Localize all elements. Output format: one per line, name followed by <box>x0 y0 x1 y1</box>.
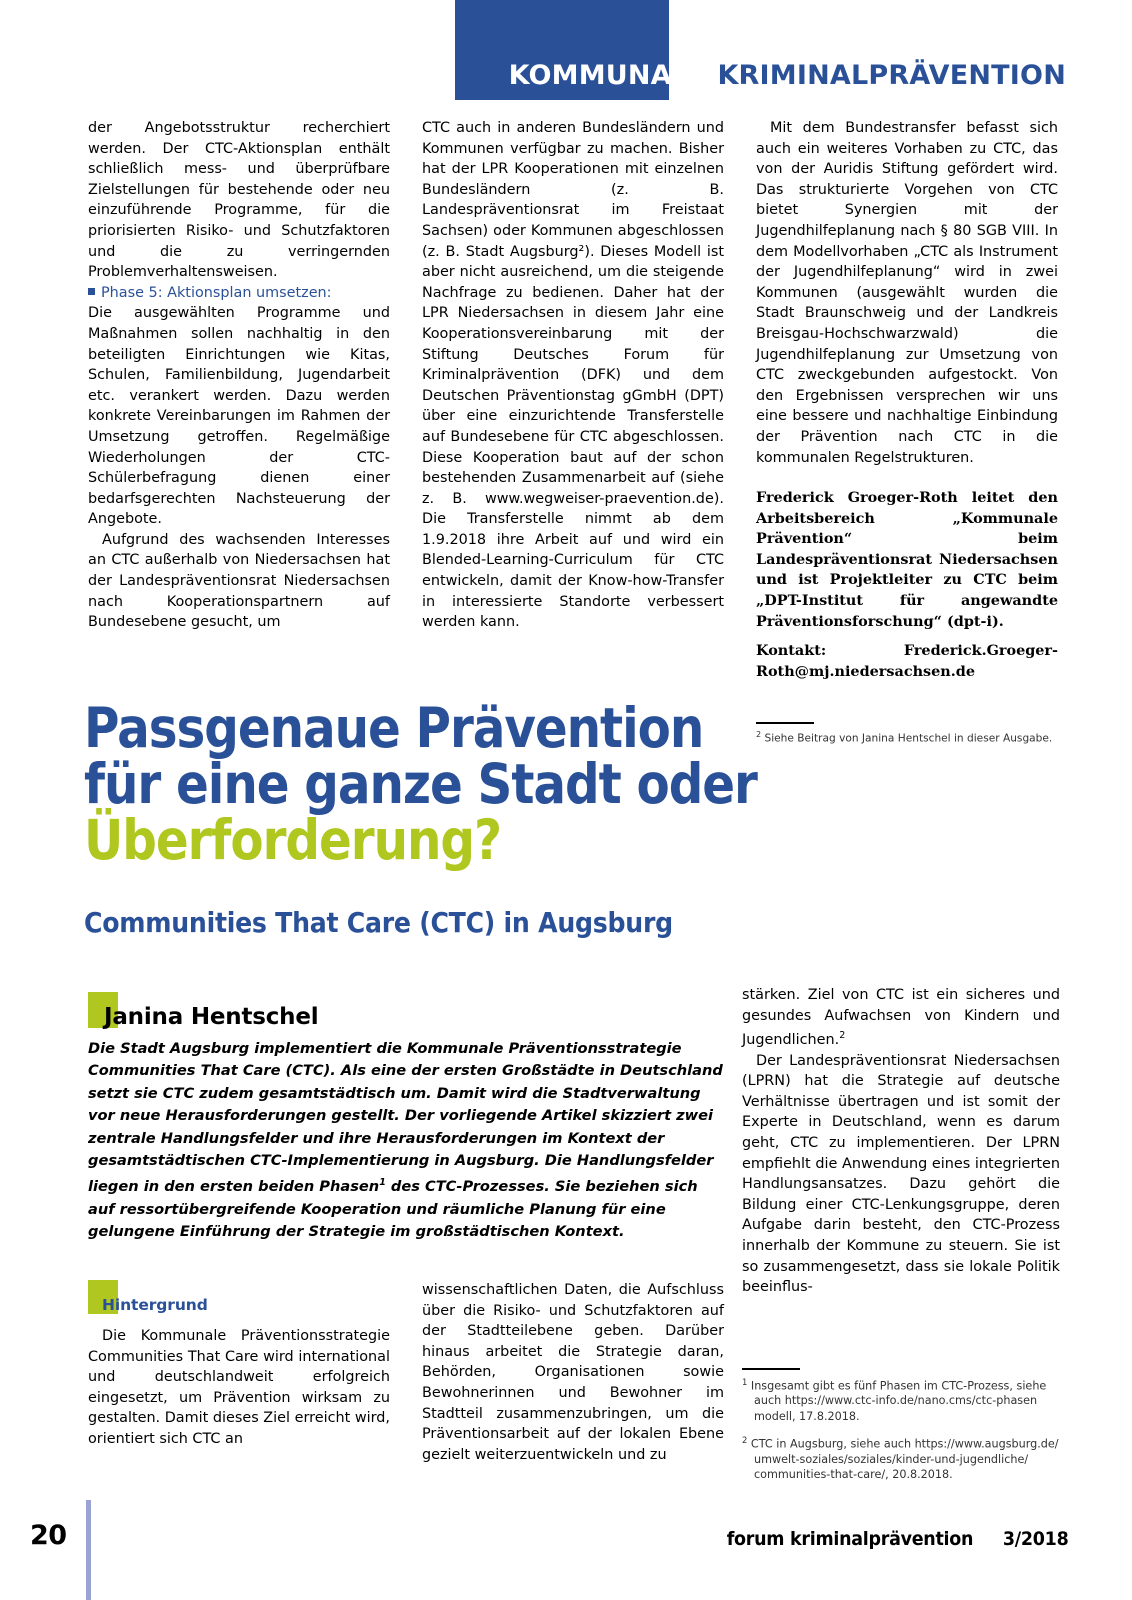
footnote-separator-rule <box>742 1368 800 1370</box>
feature-intro-block <box>88 992 728 1244</box>
top-col1-paragraph-1: der Angebotsstruktur recherchiert werden. Der CTC-Aktionsplan enthält schließlich mess- und überprüfbare Zielstellungen für bestehende oder neu einzuführende Programme, für die priorisierten Risiko- und Schutzfaktoren und die zu verringernden Problemverhaltensweisen. <box>88 120 390 281</box>
feature-title-line-1: Passgenaue Prävention <box>84 696 704 760</box>
feature-body-col1-paragraph: Die Kommunale Präventionsstrategie Communities That Care wird international und deutschlandweit erfolgreich eingesetzt, um Prävention wirksam zu gestalten. Damit dieses Ziel erreicht wird, orientiert sich CTC an <box>88 1328 390 1447</box>
top-article-column-2 <box>422 118 724 745</box>
feature-title-line-3: Überforderung? <box>84 808 502 872</box>
footnote-item <box>742 1375 1062 1424</box>
header-title <box>455 0 1066 100</box>
author-row <box>88 992 728 1036</box>
top-col3-footnote-marker: 2 <box>756 729 762 739</box>
feature-body-col3-footnote-marker: 2 <box>839 1030 846 1042</box>
top-col2-paragraph-1: CTC auch in anderen Bundesländern und Kommunen verfügbar zu machen. Bisher hat der LPR Kooperationen mit einzelnen Bundesländern (z. B. Landespräventionsrat im Freistaat Sachsen) oder Kommunen abgeschlossen (z. B. Stadt Augsburg²). Dieses Modell ist aber nicht ausreichend, um die steigende Nachfrage zu bedienen. Daher hat der LPR Niedersachsen in diesem Jahr eine Kooperationsvereinbarung mit der Stiftung Deutsches Forum für Kriminalprävention (DFK) und dem Deutschen Präventionstag gGmbH (DPT) über eine einzurichtende Transferstelle auf Bundesebene für CTC abgeschlossen. Diese Kooperation baut auf der schon bestehenden Zusammenarbeit auf (siehe z. B. www.wegweiser-praevention.de). Die Transferstelle nimmt ab dem 1.9.2018 ihre Arbeit auf und wird ein Blended-Learning-Curriculum für CTC entwickeln, damit der Know-how-Transfer in interessierte Standorte verbessert werden kann. <box>422 120 724 631</box>
feature-footnotes <box>742 1368 1062 1491</box>
feature-subtitle: Communities That Care (CTC) in Augsburg <box>84 906 673 939</box>
feature-body-column-3 <box>742 985 1060 1298</box>
section-heading-hintergrund <box>88 1280 390 1324</box>
feature-abstract-part-1: Die Stadt Augsburg implementiert die Kommunale Präventionsstrategie Communities That Care (CTC). Als eine der ersten Großstädte in Deutschland setzt sie CTC zudem gesamtstädtisch um. Damit wird die Stadtverwaltung vor neue Herausforderungen gestellt. Der vorliegende Artikel skizziert zwei zentrale Handlungsfelder und ihre Herausforderungen im Kontext der gesamtstädtischen CTC-Implementierung in Augsburg. Die Handlungsfelder liegen in den ersten beiden Phasen <box>88 1040 723 1196</box>
feature-title <box>84 696 1044 872</box>
feature-title-line-2: für eine ganze Stadt oder <box>84 752 757 816</box>
feature-abstract <box>88 1038 728 1244</box>
header-word-kriminalpraevention: KRIMINALPRÄVENTION <box>717 60 1066 91</box>
footnote-item <box>742 1433 1062 1482</box>
footnote-marker: 1 <box>742 1376 748 1387</box>
feature-body-col3-paragraph-2: Der Landespräventionsrat Niedersachsen (LPRN) hat die Strategie auf deutsche Verhältnisse übertragen und ist somit der Experte in Deutschland, wenn es darum geht, CTC zu implementieren. Der LPRN empfiehlt die Anwendung eines integrierten Handlungsansatzes. Dazu gehört die Bildung einer CTC-Lenkungsgruppe, deren Aufgabe darin besteht, den CTC-Prozess innerhalb der Kommune zu steuern. Sie ist so zusammengesetzt, dass sie lokale Politik beeinflus- <box>742 1052 1060 1296</box>
feature-body-col2-paragraph: wissenschaftlichen Daten, die Aufschluss über die Risiko- und Schutzfaktoren auf der Stadtteilebene geben. Darüber hinaus arbeitet die Strategie daran, Behörden, Organisationen sowie Bewohnerinnen und Bewohner im Stadtteil zusammenzubringen, um die Präventionsarbeit auf der lokalen Ebene gezielt weiterzuentwickeln und zu <box>422 1282 724 1463</box>
author-credit-contact: Kontakt: Frederick.Groeger-Roth@mj.niedersachsen.de <box>756 642 1058 680</box>
page-footer <box>0 1492 1132 1600</box>
footnote-text: Insgesamt gibt es fünf Phasen im CTC-Prozess, siehe auch https://www.ctc-info.de/nano.cms/ctc-phasen modell, 17.8.2018. <box>750 1379 1047 1423</box>
top-col1-paragraph-3: Aufgrund des wachsenden Interesses an CTC außerhalb von Niedersachsen hat der Landespräventionsrat Niedersachsen nach Kooperationspartnern auf Bundesebene gesucht, um <box>88 531 390 631</box>
feature-body-columns <box>88 1280 728 1465</box>
feature-body-column-2 <box>422 1280 724 1465</box>
footer-vertical-bar <box>86 1500 91 1600</box>
footnote-text: CTC in Augsburg, siehe auch https://www.augsburg.de/ umwelt-soziales/soziales/kinder-und-jugendliche/ communities-that-care/, 20.8.2018. <box>750 1437 1059 1481</box>
square-bullet-icon <box>88 288 95 295</box>
top-col3-footnote-text: Siehe Beitrag von Janina Hentschel in dieser Ausgabe. <box>764 732 1053 745</box>
feature-author-name: Janina Hentschel <box>104 1004 319 1030</box>
section-heading-label: Hintergrund <box>102 1296 208 1314</box>
feature-body-column-1 <box>88 1280 390 1465</box>
top-article-column-3 <box>756 118 1058 745</box>
feature-body-col3-text-1: stärken. Ziel von CTC ist ein sicheres und gesundes Aufwachsen von Kindern und Jugendlichen. <box>742 987 1060 1048</box>
footer-publication-name: forum kriminalprävention <box>726 1528 973 1550</box>
feature-abstract-footnote-marker: 1 <box>379 1177 386 1189</box>
page-number: 20 <box>30 1520 67 1551</box>
page-header <box>0 0 1132 100</box>
top-col3-paragraph-1: Mit dem Bundestransfer befasst sich auch ein weiteres Vorhaben zu CTC, das von der Auridis Stiftung gefördert wird. Das strukturierte Vorgehen von CTC bietet Synergien mit der Jugendhilfeplanung nach § 80 SGB VIII. In dem Modellvorhaben „CTC als Instrument der Jugendhilfeplanung“ wird in zwei Kommunen (ausgewählt wurden die Stadt Braunschweig und der Landkreis Breisgau-Hochschwarzwald) die Jugendhilfeplanung zur Umsetzung von CTC zweckgebunden aufgestockt. Von den Ergebnissen versprechen wir uns eine bessere und nachhaltige Einbindung der Prävention nach CTC in die kommunalen Regelstrukturen. <box>756 120 1058 466</box>
feature-abstract-part-2: des CTC-Prozesses. Sie beziehen sich auf ressortübergreifende Kooperation und räumliche Planung für eine gelungene Einführung der Strategie im großstädtischen Kontext. <box>88 1178 698 1241</box>
top-article-columns <box>88 118 1060 745</box>
header-word-kommunale: KOMMUNALE <box>508 60 708 91</box>
footnote-marker: 2 <box>742 1434 748 1445</box>
top-article-column-1 <box>88 118 390 745</box>
author-credit-bio: Frederick Groeger-Roth leitet den Arbeitsbereich „Kommunale Prävention“ beim Landespräventionsrat Niedersachsen und ist Projektleiter zu CTC beim „DPT-Institut für angewandte Präventionsforschung“ (dpt-i). <box>756 489 1058 630</box>
author-credit-block <box>756 488 1058 682</box>
top-col1-bullet-label: Phase 5: Aktionsplan umsetzen: <box>101 284 332 301</box>
footer-publication-info <box>726 1528 1068 1550</box>
feature-body-col3-paragraph-1 <box>742 985 1060 1051</box>
footer-issue: 3/2018 <box>1002 1528 1068 1550</box>
top-col1-paragraph-2: Die ausgewählten Programme und Maßnahmen sollen nachhaltig in den beteiligten Einrichtungen wie Kitas, Schulen, Familienbildung, Jugendarbeit etc. verankert werden. Dazu werden konkrete Vereinbarungen im Rahmen der Umsetzung getroffen. Regelmäßige Wiederholungen der CTC-Schülerbefragung dienen einer bedarfsgerechten Nachsteuerung der Angebote. <box>88 305 390 528</box>
top-col1-bullet-phase5 <box>88 283 390 304</box>
